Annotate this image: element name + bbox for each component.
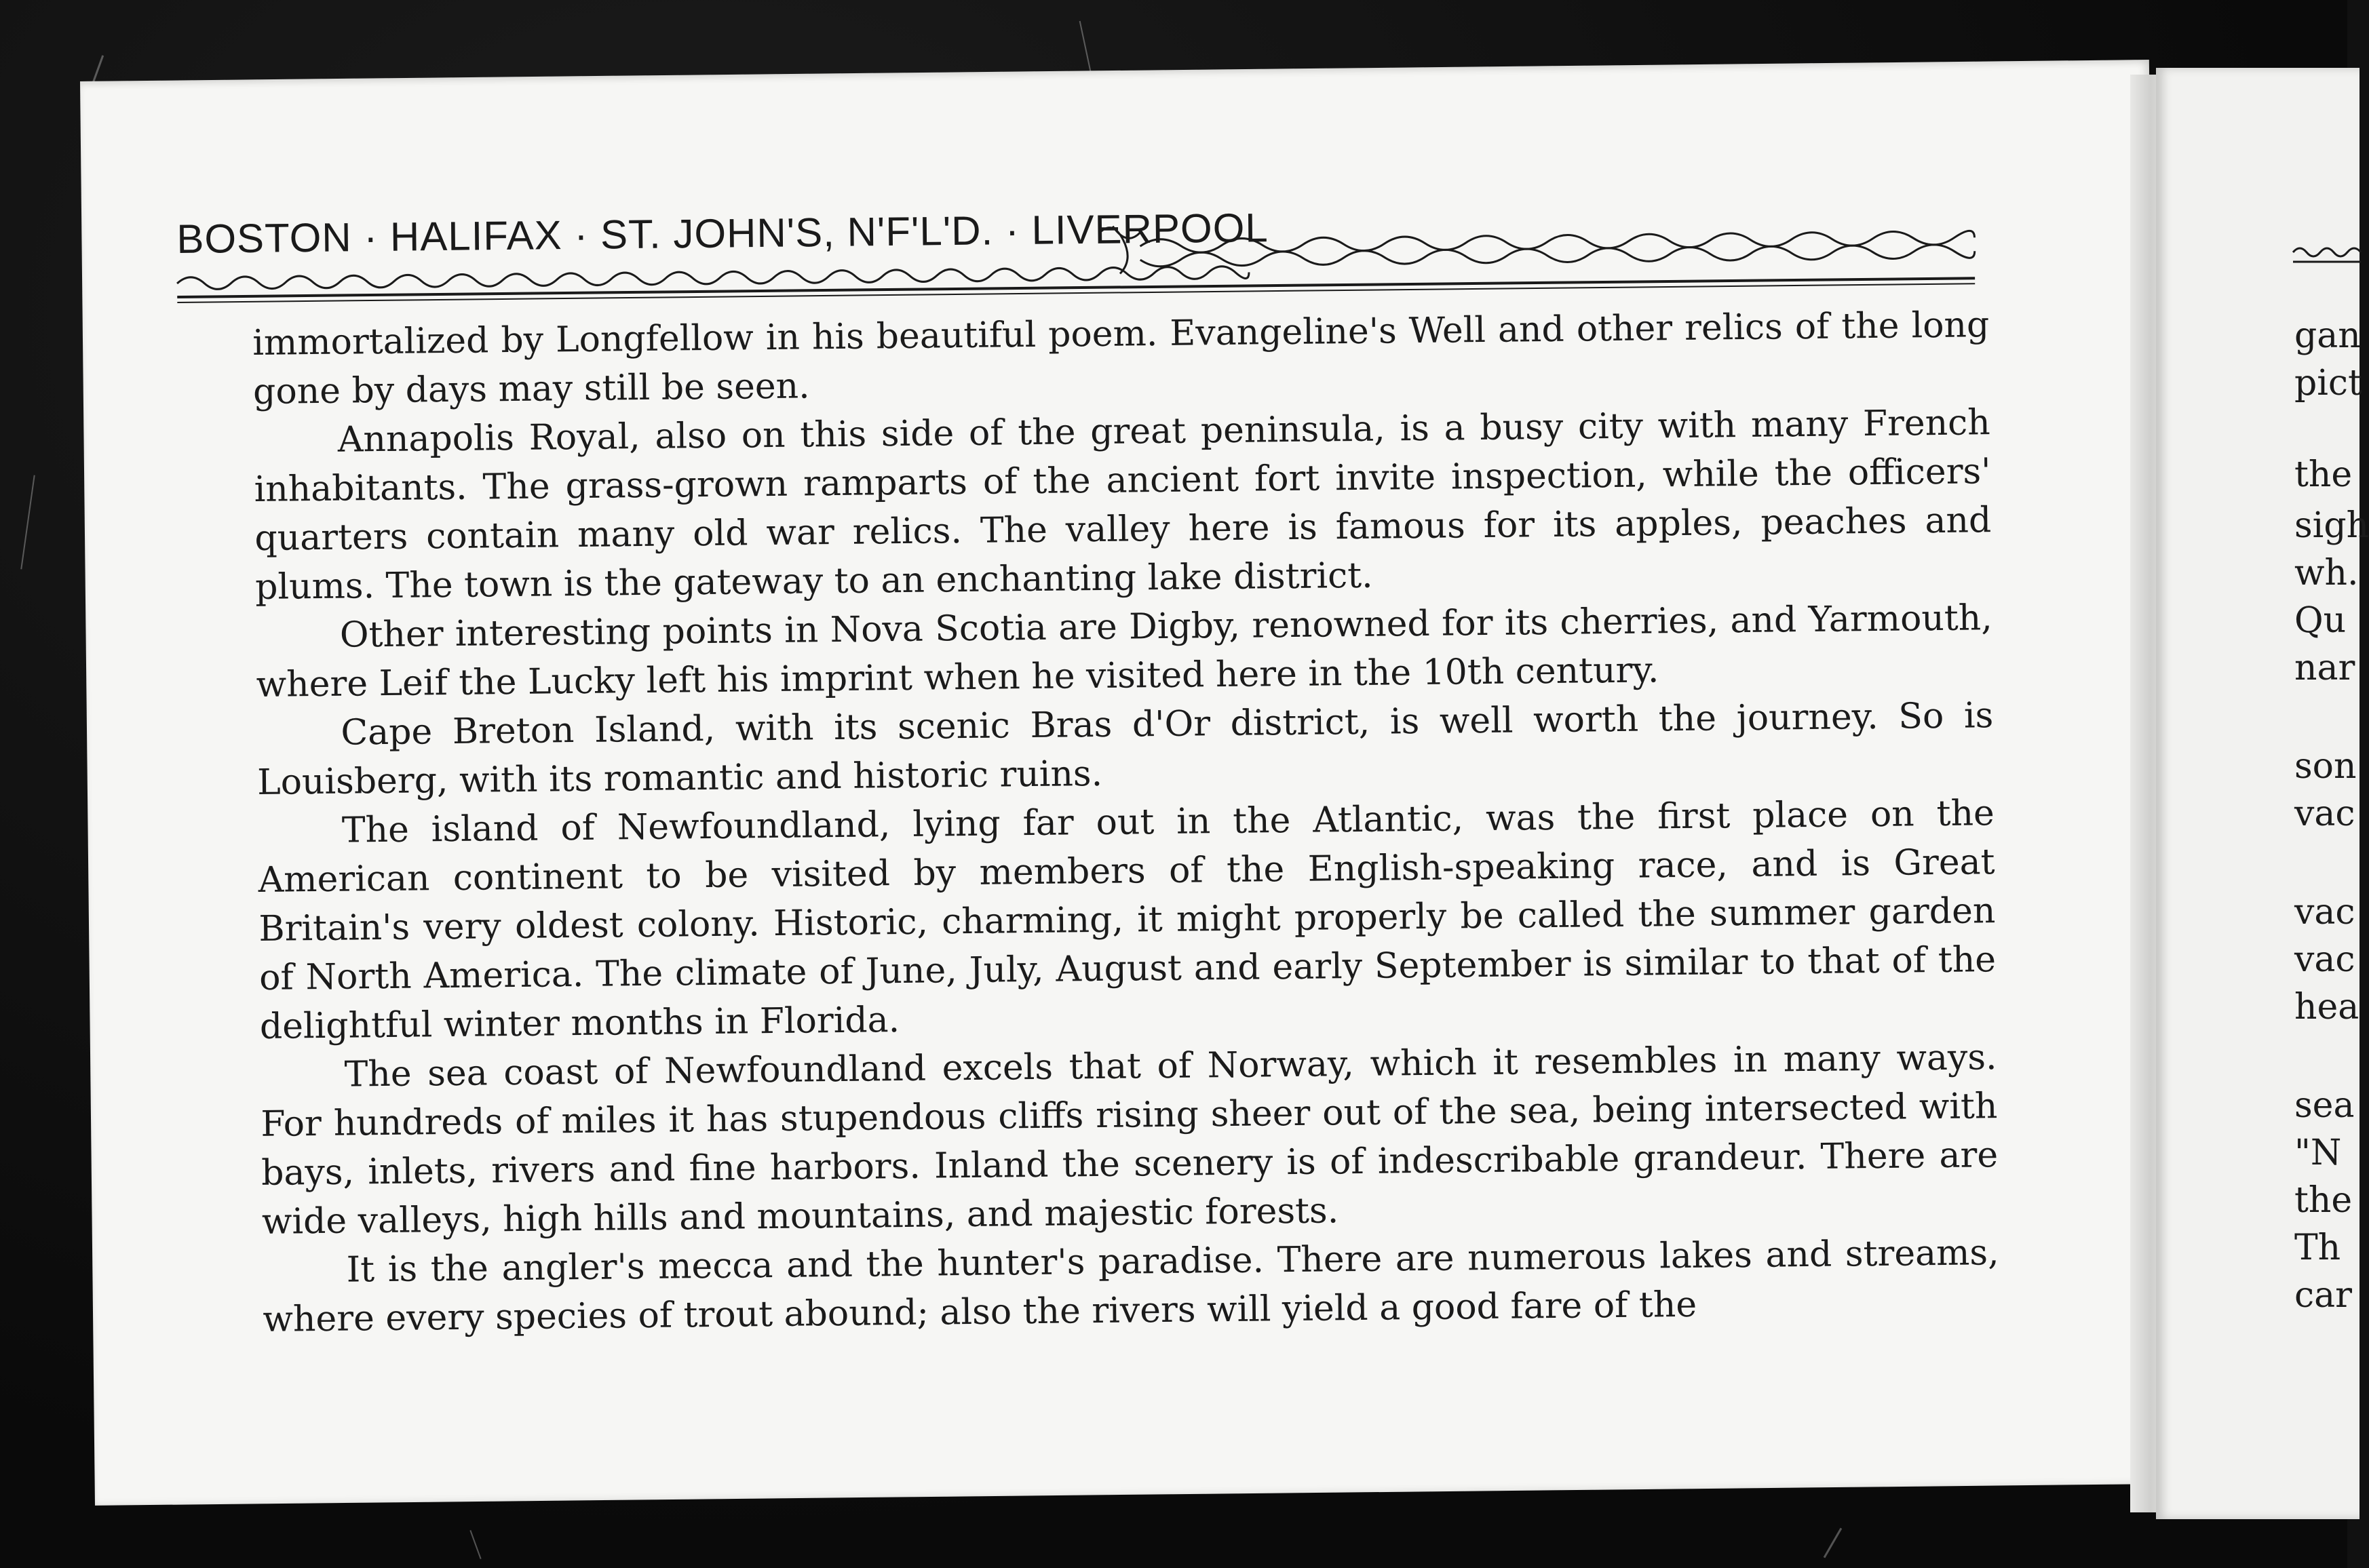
body-text [252,300,2000,1344]
running-header [176,197,1982,311]
right-page-fragment: pict [2294,363,2362,404]
right-page-fragment: son [2294,746,2357,787]
right-page-fragment: car [2294,1275,2352,1316]
paragraph: immortalized by Longfellow in his beautiful poem. Evangeline's Well and other relics of the long gone by days may still be seen. [252,305,1990,412]
paragraph: Annapolis Royal, also on this side of the great peninsula, is a busy city with many French inhabitants. The grass-grown ramparts of the ancient fort invite inspection, while the officers' quarters contain many old war relics. The valley here is famous for its apples, peaches and plums. The town is the gateway to an enchanting lake district. [254,402,1992,608]
header-title: BOSTON · HALIFAX · ST. JOHN'S, N'F'L'D. · LIVERPOOL [176,205,1269,262]
paragraph: The island of Newfoundland, lying far out in the Atlantic, was the first place on the American continent to be visited by members of the English-speaking race, and is Great Britain's very oldest colony. Historic, charming, it might properly be called the summer garden of North America. The climate of June, July, August and early September is similar to that of the delightful winter months in Florida. [258,793,1997,1047]
paragraph: It is the angler's mecca and the hunter's paradise. There are numerous lakes and streams, where every species of trout abound; also the rivers will yield a good fare of the [263,1232,1999,1340]
right-page-ornament [2293,239,2361,266]
right-page-fragment: hea [2294,987,2360,1027]
right-page-fragment: vac [2294,793,2355,834]
right-page-fragment: nar [2294,648,2355,688]
paragraph: Cape Breton Island, with its scenic Bras d'Or district, is well worth the journey. So is Louisberg, with its romantic and historic ruins. [256,695,1994,803]
right-page-fragment: the [2294,1180,2353,1221]
right-page-fragment: Th [2294,1228,2341,1268]
right-page-fragment: vac [2294,939,2355,980]
right-page-fragment: sea [2294,1085,2355,1126]
right-page-fragment: wh. [2294,553,2359,593]
right-page-fragment: "N [2294,1133,2342,1173]
right-page-fragment: gan [2294,315,2361,356]
paragraph: Other interesting points in Nova Scotia are Digby, renowned for its cherries, and Yarmouth, where Leif the Lucky left his imprint when he visited here in the 10th century. [256,597,1993,705]
paragraph: The sea coast of Newfoundland excels that of Norway, which it resembles in many ways. For hundreds of miles it has stupendous cliffs rising sheer out of the sea, being intersected with bays, inlets, rivers and fine harbors. Inland the scenery is of indescribable grandeur. There are wide valleys, high hills and mountains, and majestic forests. [261,1037,1999,1242]
right-page-fragment: vac [2294,892,2355,933]
right-page-fragment: sigh [2294,505,2369,546]
right-page-fragment: Qu [2294,600,2347,641]
right-page-fragment: the [2294,454,2353,495]
